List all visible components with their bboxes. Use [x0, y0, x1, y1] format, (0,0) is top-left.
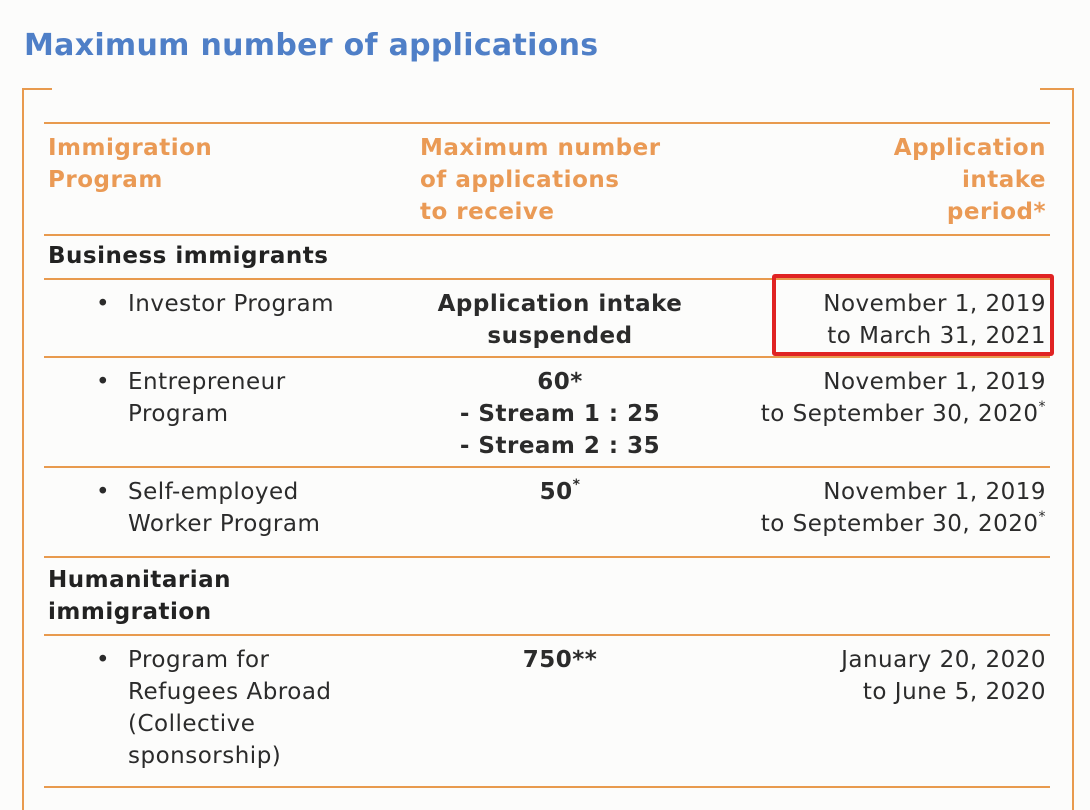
- bullet: •: [96, 369, 111, 395]
- program-name: Entrepreneur Program: [128, 369, 286, 427]
- bullet: •: [96, 647, 111, 673]
- footnote-mark: *: [572, 477, 581, 493]
- table-row-entrepreneur: [44, 358, 1050, 468]
- program-name: Self-employed Worker Program: [128, 479, 321, 537]
- intake-period: November 1, 2019 to September 30, 2020*: [760, 369, 1046, 427]
- frame-edge-right: [1072, 88, 1074, 810]
- highlight-box: [772, 274, 1054, 356]
- table-header-row: [44, 122, 1050, 236]
- header-max-applications: Maximum number of applications to receive: [420, 135, 661, 225]
- header-intake-period: Application intake period*: [893, 135, 1046, 225]
- intake-period: November 1, 2019 to March 31, 2021: [823, 291, 1046, 349]
- footnote-mark: *: [1038, 509, 1046, 525]
- max-applications: 50*: [539, 477, 581, 505]
- intake-period: January 20, 2020 to June 5, 2020: [841, 647, 1046, 705]
- table-row-refugees-abroad: [44, 636, 1050, 788]
- section-row-humanitarian: [44, 558, 1050, 636]
- max-applications: 60* - Stream 1 : 25 - Stream 2 : 35: [459, 369, 661, 459]
- frame-corner-right: [1040, 88, 1074, 90]
- bullet: •: [96, 291, 111, 317]
- max-applications: 750**: [522, 647, 598, 673]
- page-title: Maximum number of applications: [24, 28, 599, 63]
- bullet: •: [96, 479, 111, 505]
- max-applications: Application intake suspended: [437, 291, 683, 349]
- program-name: Program for Refugees Abroad (Collective sponsorship): [128, 647, 332, 769]
- section-label: Humanitarian immigration: [48, 567, 232, 625]
- table-row-self-employed: [44, 468, 1050, 558]
- header-immigration-program: Immigration Program: [48, 135, 213, 193]
- section-label: Business immigrants: [48, 243, 329, 269]
- intake-period: November 1, 2019 to September 30, 2020*: [760, 479, 1046, 537]
- program-name: Investor Program: [128, 291, 335, 317]
- frame-corner-left: [22, 88, 52, 90]
- footnote-mark: *: [1038, 399, 1046, 415]
- frame-edge-left: [22, 88, 24, 810]
